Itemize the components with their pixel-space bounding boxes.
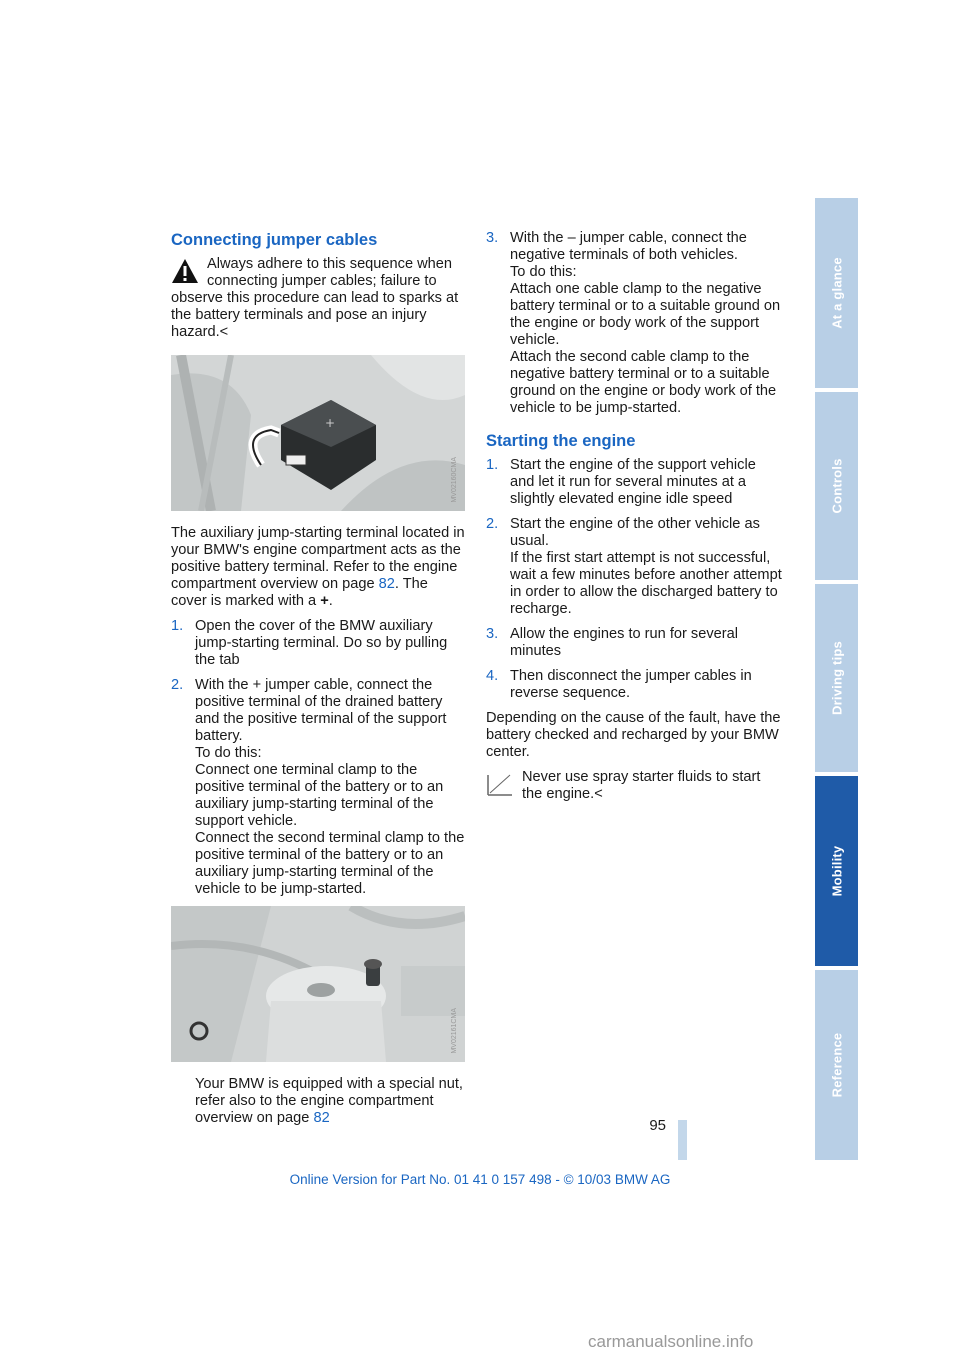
section-heading-starting: Starting the engine — [486, 432, 636, 450]
left-column — [171, 230, 467, 1135]
page-link-82[interactable]: 82 — [313, 1110, 330, 1126]
side-tabs — [815, 198, 858, 1160]
watermark: carmanualsonline.info — [588, 1332, 754, 1351]
svg-text:+: + — [325, 416, 336, 430]
note-icon — [486, 771, 514, 797]
note-block — [486, 769, 782, 803]
right-column — [486, 230, 782, 803]
footer-text: Online Version for Part No. 01 41 0 157 498 - © 10/03 BMW AG — [289, 1172, 671, 1187]
list-item: 1. Start the engine of the support vehicle and let it run for several minutes at a slightly elevated engine idle speed — [486, 457, 756, 507]
tab-at-a-glance[interactable]: At a glance — [815, 198, 858, 388]
warning-text-first: Always adhere to this sequence when connecting jumper cables; failure to — [207, 256, 453, 289]
tab-controls[interactable]: Controls — [815, 392, 858, 580]
list-item: 4. Then disconnect the jumper cables in reverse sequence. — [486, 668, 752, 701]
list-item: 2. With the + jumper cable, connect the positive terminal of the drained battery and the positive terminal of the support battery. To do this: Connect one terminal clamp to the positive terminal of the battery or to an auxiliary jump-starting terminal of the support vehicle. Connect the second terminal clamp to the positive terminal of the battery or to an auxiliary jump-starting terminal of the vehicle to be jump-started. — [171, 677, 465, 897]
nut-paragraph: Your BMW is equipped with a special nut, refer also to the engine compartment overview on page 82 — [195, 1076, 463, 1126]
section-heading-jumper: Connecting jumper cables — [171, 231, 378, 249]
photo-jump-terminal-cover — [171, 355, 465, 511]
photo-code: MV02160CMA — [451, 457, 458, 503]
note-text: Never use spray starter fluids to start the engine.< — [522, 769, 761, 802]
photo-special-nut — [171, 906, 465, 1062]
fault-paragraph: Depending on the cause of the fault, have the battery checked and recharged by your BMW center. — [486, 710, 781, 760]
list-item: 3. With the – jumper cable, connect the negative terminals of both vehicles. To do this: Attach one cable clamp to the negative battery terminal or to a suitable ground on the engine or body work of the support vehicle. Attach the second cable clamp to the negative battery terminal or to a suitable ground on the engine or body work of the vehicle to be jump-started. — [486, 230, 781, 416]
tab-reference[interactable]: Reference — [815, 970, 858, 1160]
page-link-82[interactable]: 82 — [378, 576, 395, 592]
warning-text-rest: observe this procedure can lead to sparks at the battery terminals and pose an injury hazard.< — [171, 290, 459, 340]
starting-steps-list — [486, 457, 782, 702]
tab-mobility[interactable]: Mobility — [815, 776, 858, 966]
photo-code: MV02161CMA — [451, 1008, 458, 1054]
warning-triangle-icon — [171, 258, 199, 284]
warning-block — [171, 256, 467, 341]
jumper-steps-continued — [486, 230, 782, 417]
tab-driving-tips[interactable]: Driving tips — [815, 584, 858, 772]
list-item: 1. Open the cover of the BMW auxiliary jump-starting terminal. Do so by pulling the tab — [171, 618, 448, 668]
page-number: 95 — [649, 1117, 666, 1134]
intro-paragraph: The auxiliary jump-starting terminal located in your BMW's engine compartment acts as the positive battery terminal. Refer to the engine compartment overview on page 82. The cover is marked with a +. — [171, 525, 465, 609]
list-item: 3. Allow the engines to run for several minutes — [486, 626, 738, 659]
list-item: 2. Start the engine of the other vehicle as usual. If the first start attempt is not successful, wait a few minutes before another attempt in order to allow the discharged battery to recharge. — [486, 516, 782, 617]
jumper-steps-list — [171, 618, 467, 898]
page-number-bar — [678, 1120, 687, 1160]
